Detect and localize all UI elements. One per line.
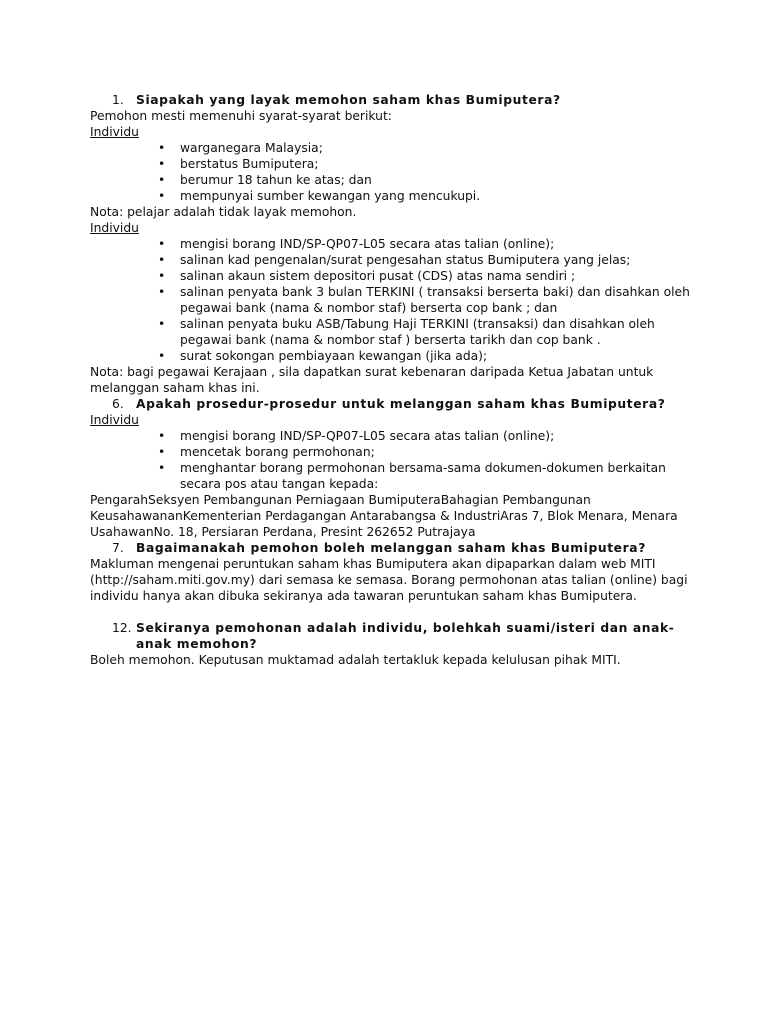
bullet-icon: • [158,349,166,363]
bullet-icon: • [158,429,166,443]
question-7-answer: Makluman mengenai peruntukan saham khas Bumiputera akan dipaparkan dalam web MITI (http://saham.miti.gov.my) dari semasa ke semasa. Borang permohonan atas talian (online) bagi individu hanya akan dibuka sekiranya ada tawaran peruntukan saham khas Bumiputera. [90,557,688,603]
spacer [90,604,690,620]
list-item: • berstatus Bumiputera; [158,157,319,171]
list-item: • surat sokongan pembiayaan kewangan (jika ada); [158,349,488,363]
documents-heading: Individu [90,221,139,235]
list-item: • warganegara Malaysia; [158,141,323,155]
list-item: • mencetak borang permohonan; [158,445,375,459]
question-1-intro: Pemohon mesti memenuhi syarat-syarat berikut: [90,109,392,123]
eligibility-note: Nota: pelajar adalah tidak layak memohon. [90,205,357,219]
question-6-text: Apakah prosedur-prosedur untuk melanggan saham khas Bumiputera? [136,397,666,411]
bullet-icon: • [158,141,166,155]
bullet-icon: • [158,157,166,171]
list-item: • berumur 18 tahun ke atas; dan [158,173,372,187]
question-6 [90,396,690,412]
question-1 [90,92,690,108]
eligibility-heading: Individu [90,125,139,139]
bullet-icon: • [158,269,166,283]
question-6-number: 6. [112,397,124,411]
mailing-address: PengarahSeksyen Pembangunan Perniagaan BumiputeraBahagian Pembangunan KeusahawananKementerian Perdagangan Antarabangsa & IndustriAras 7, Blok Menara, Menara UsahawanNo. 18, Persiaran Perdana, Presint 262652 Putrajaya [90,493,678,539]
bullet-icon: • [158,189,166,203]
list-item: • salinan kad pengenalan/surat pengesahan status Bumiputera yang jelas; [158,253,631,267]
question-12-number: 12. [112,621,132,635]
question-7 [90,540,690,556]
question-7-number: 7. [112,541,124,555]
eligibility-list [90,140,690,204]
documents-list [90,236,690,364]
documents-note: Nota: bagi pegawai Kerajaan , sila dapatkan surat kebenaran daripada Ketua Jabatan untuk melanggan saham khas ini. [90,365,654,395]
list-item: • menghantar borang permohonan bersama-sama dokumen-dokumen berkaitan secara pos atau tangan kepada: [158,461,666,491]
bullet-icon: • [158,445,166,459]
question-1-text: Siapakah yang layak memohon saham khas Bumiputera? [136,93,561,107]
procedure-list [90,428,690,492]
list-item: • salinan penyata buku ASB/Tabung Haji TERKINI (transaksi) dan disahkan oleh pegawai bank (nama & nombor staf ) berserta tarikh dan cop bank . [158,317,655,347]
list-item: • mengisi borang IND/SP-QP07-L05 secara atas talian (online); [158,429,555,443]
bullet-icon: • [158,173,166,187]
list-item: • salinan akaun sistem depositori pusat (CDS) atas nama sendiri ; [158,269,576,283]
question-7-text: Bagaimanakah pemohon boleh melanggan saham khas Bumiputera? [136,541,646,555]
procedure-heading: Individu [90,413,139,427]
bullet-icon: • [158,461,166,475]
document-content [90,92,690,668]
question-12-answer: Boleh memohon. Keputusan muktamad adalah tertakluk kepada kelulusan pihak MITI. [90,653,621,667]
list-item: • salinan penyata bank 3 bulan TERKINI ( transaksi berserta baki) dan disahkan oleh pegawai bank (nama & nombor staf) berserta cop bank ; dan [158,285,690,315]
question-1-number: 1. [112,93,124,107]
question-12 [90,620,690,652]
list-item: • mengisi borang IND/SP-QP07-L05 secara atas talian (online); [158,237,555,251]
bullet-icon: • [158,317,166,331]
bullet-icon: • [158,237,166,251]
bullet-icon: • [158,253,166,267]
list-item: • mempunyai sumber kewangan yang mencukupi. [158,189,481,203]
bullet-icon: • [158,285,166,299]
question-12-text: Sekiranya pemohonan adalah individu, bolehkah suami/isteri dan anak-anak memohon? [136,621,675,651]
